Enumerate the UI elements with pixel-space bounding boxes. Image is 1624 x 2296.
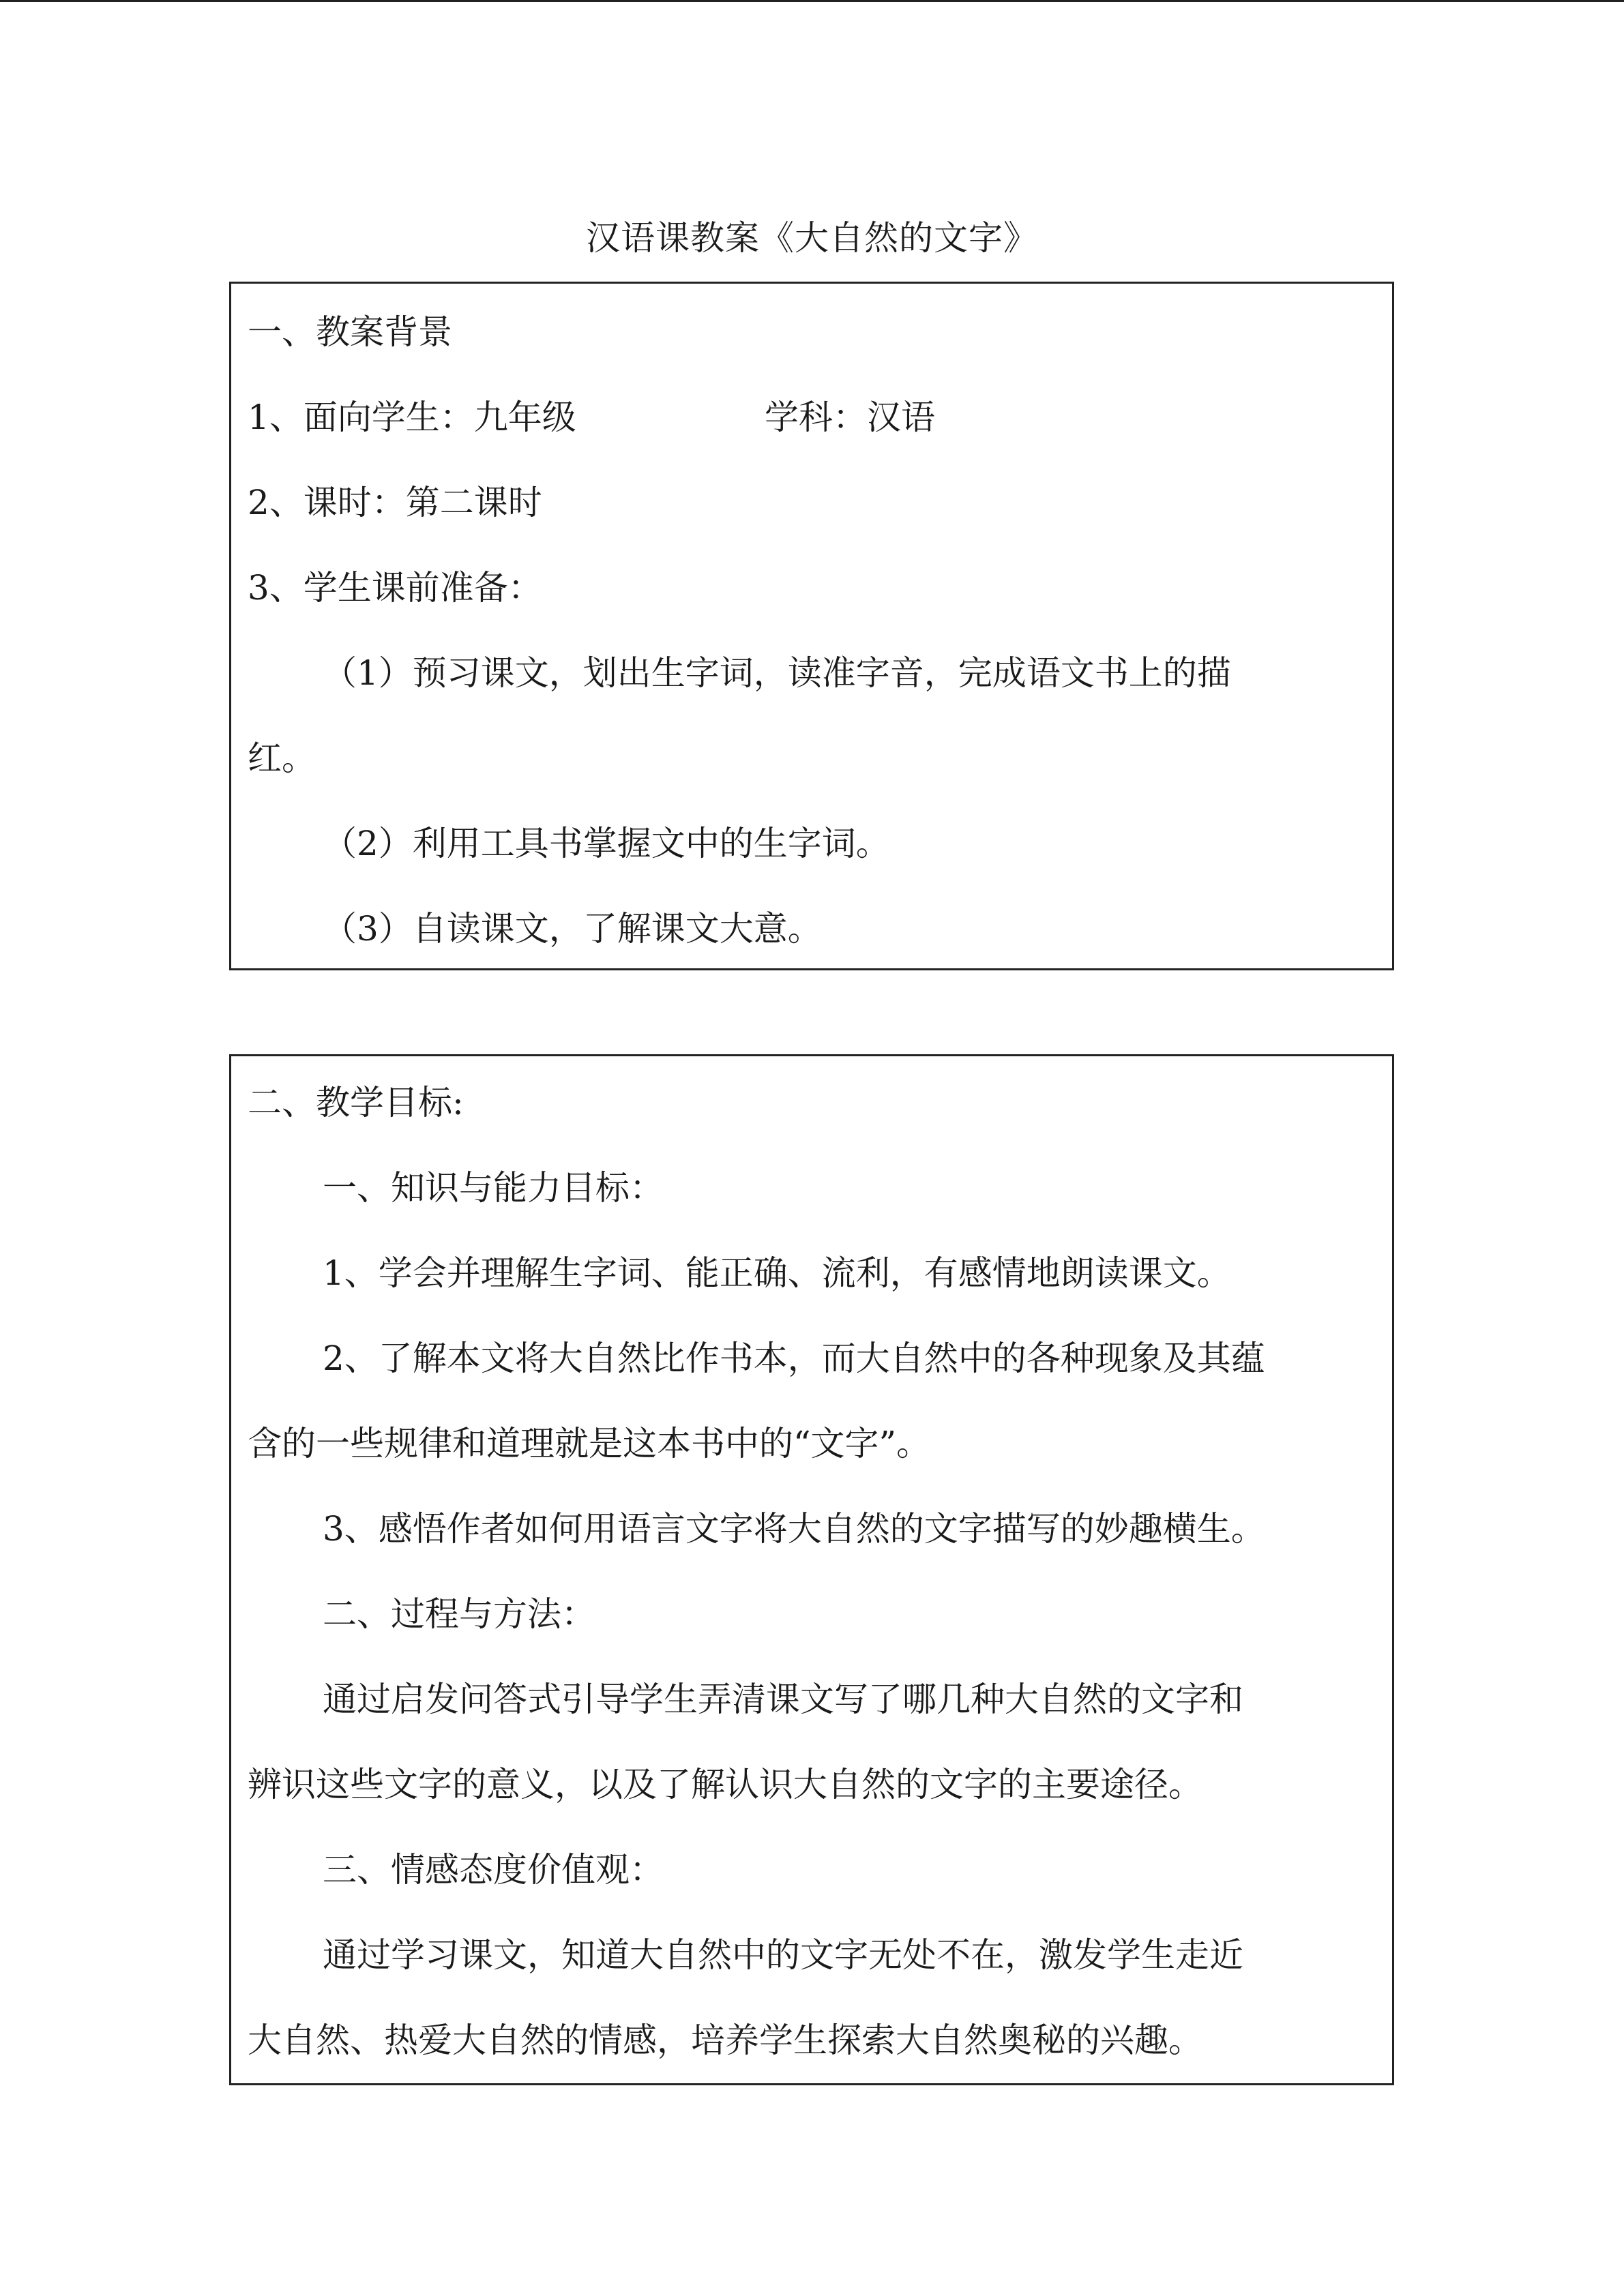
emotion-text: 通过学习课文，知道大自然中的文字无处不在，激发学生走近 (323, 1935, 1243, 1975)
document-title: 汉语课教案《大自然的文字》 (586, 218, 1038, 258)
teaching-objectives-box (229, 1054, 1394, 2085)
class-hours: 2、课时：第二课时 (248, 483, 542, 522)
goal-2: 2、了解本文将大自然比作书本，而大自然中的各种现象及其蕴 (323, 1339, 1265, 1378)
prep-item-2: （2）利用工具书掌握文中的生字词。 (323, 824, 890, 863)
process-text: 通过启发问答式引导学生弄清课文写了哪几种大自然的文字和 (323, 1680, 1243, 1719)
emotion-values-heading: 三、情感态度价值观： (323, 1850, 664, 1890)
prep-item-1-continued: 红。 (248, 739, 316, 778)
lesson-background-box (229, 282, 1394, 970)
goal-2-continued: 含的一些规律和道理就是这本书中的“文字”。 (248, 1424, 931, 1463)
section-heading: 一、教案背景 (248, 312, 452, 352)
goal-3: 3、感悟作者如何用语言文字将大自然的文字描写的妙趣横生。 (323, 1509, 1265, 1549)
process-text-continued: 辨识这些文字的意义，以及了解认识大自然的文字的主要途径。 (248, 1765, 1202, 1804)
page-top-border (0, 0, 1624, 2)
preparation-heading: 3、学生课前准备： (248, 568, 542, 608)
goal-1: 1、学会并理解生字词、能正确、流利，有感情地朗读课文。 (323, 1253, 1231, 1293)
subject: 学科：汉语 (765, 398, 935, 437)
emotion-text-continued: 大自然、热爱大自然的情感，培养学生探索大自然奥秘的兴趣。 (248, 2021, 1202, 2060)
knowledge-ability-heading: 一、知识与能力目标： (323, 1168, 664, 1208)
prep-item-1: （1）预习课文，划出生字词，读准字音，完成语文书上的描 (323, 653, 1231, 693)
target-students: 1、面向学生：九年级 (248, 398, 576, 437)
process-method-heading: 二、过程与方法： (323, 1594, 595, 1634)
section-heading: 二、教学目标: (248, 1083, 464, 1122)
prep-item-3: （3）自读课文，了解课文大意。 (323, 909, 822, 949)
